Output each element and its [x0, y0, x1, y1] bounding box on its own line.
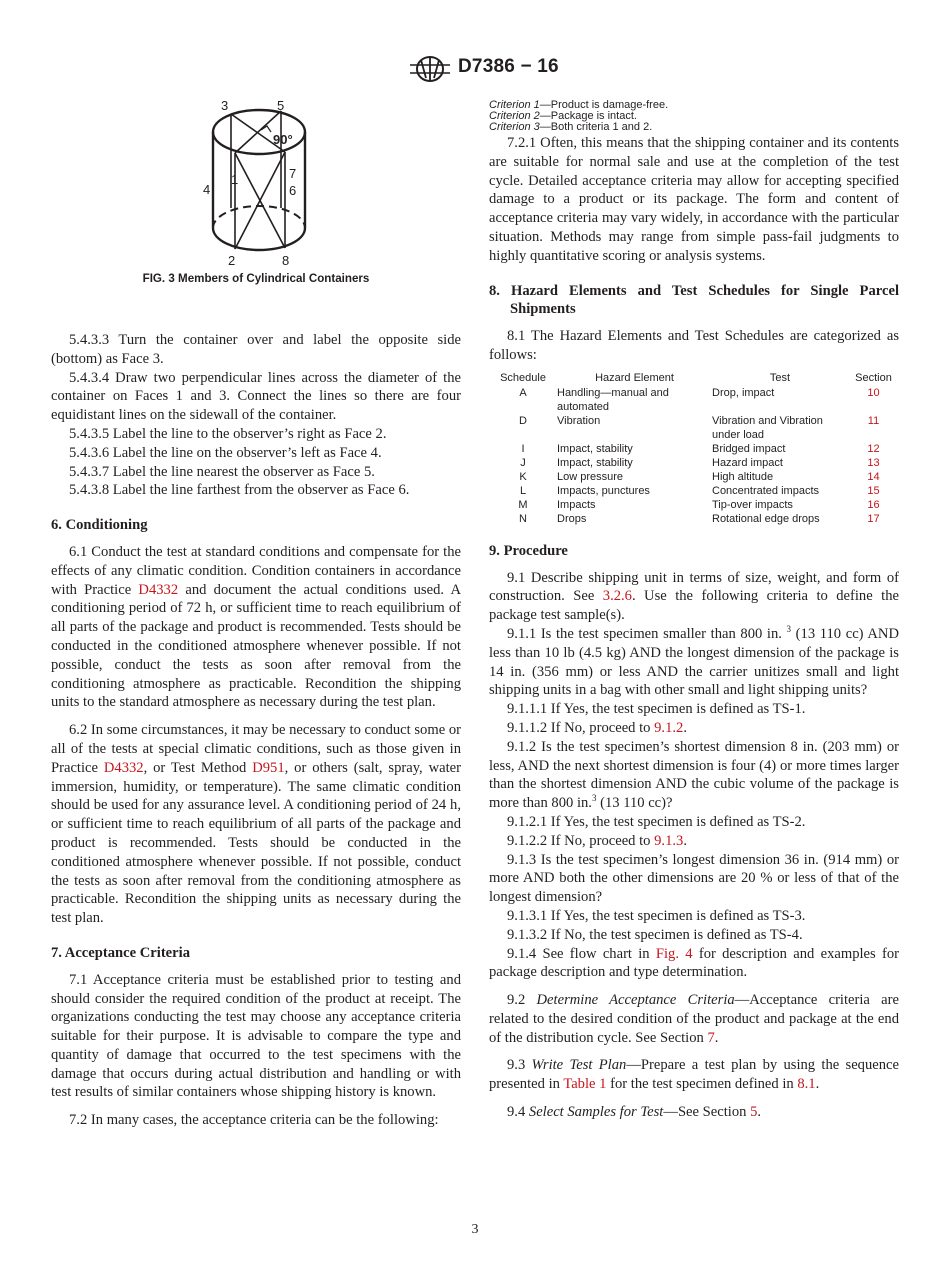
- ref-section-link[interactable]: 15: [867, 484, 880, 497]
- ref-d4332[interactable]: D4332: [138, 581, 179, 598]
- schedule-table: [489, 371, 899, 526]
- criterion-1: Criterion 1—Product is damage-free.: [489, 99, 669, 111]
- figure-label-7: 7: [289, 166, 297, 181]
- table-cell: Impacts: [557, 498, 596, 511]
- figure-label-4: 4: [203, 182, 211, 197]
- figure-label-8: 8: [282, 253, 290, 268]
- figure-label-6: 6: [289, 183, 297, 198]
- table-cell: Concentrated impacts: [712, 484, 819, 497]
- table-cell: Low pressure: [557, 470, 624, 483]
- ref-3-2-6[interactable]: 3.2.6: [602, 588, 632, 605]
- page-header: [0, 54, 950, 84]
- ref-8-1[interactable]: 8.1: [797, 1076, 816, 1093]
- table-row: [489, 512, 899, 526]
- section-heading-9: 9. Procedure: [489, 542, 568, 559]
- table-row: [489, 442, 899, 456]
- paragraph-9-1-1-2: 9.1.1.2 If No, proceed to 9.1.2.: [507, 719, 687, 736]
- table-header: Section: [855, 371, 892, 384]
- figure-3: [51, 96, 461, 296]
- paragraph-7-2-1: 7.2.1 Often, this means that the shipping container and its contents are suitable for normal sale and use at the completion of the test cycle. Detailed acceptance criteria may allow for accepting specified damage to a product or its package. The form and content of acceptance criteria may vary widely, in accordance with the particular situation. Methods may range from simple pass-fail judgments to highly quantitative scoring or analysis systems.: [489, 135, 899, 264]
- table-cell: Rotational edge drops: [712, 512, 820, 525]
- table-cell: Drop, impact: [712, 386, 775, 399]
- figure-label-3: 3: [221, 98, 229, 113]
- page-number: 3: [471, 1222, 479, 1237]
- paragraph-5-4-3-5: 5.4.3.5 Label the line to the observer’s right as Face 2.: [69, 425, 387, 442]
- paragraph-9-1-3-1: 9.1.3.1 If Yes, the test specimen is defined as TS-3.: [507, 907, 806, 924]
- table-cell: Vibration and Vibration under load: [712, 414, 823, 441]
- criterion-3: Criterion 3—Both criteria 1 and 2.: [489, 121, 653, 133]
- section-heading-6: 6. Conditioning: [51, 517, 148, 534]
- ref-table-1[interactable]: Table 1: [563, 1076, 607, 1093]
- paragraph-9-1-3-2: 9.1.3.2 If No, the test specimen is defined as TS-4.: [507, 926, 803, 943]
- figure-label-2: 2: [228, 253, 236, 268]
- ref-section-link[interactable]: 10: [867, 386, 880, 399]
- figure-label-1: 1: [231, 172, 239, 187]
- ref-section-link[interactable]: 14: [867, 470, 880, 483]
- table-row: [489, 470, 899, 484]
- table-cell: K: [519, 470, 527, 483]
- figure-label-5: 5: [277, 98, 285, 113]
- table-cell: Drops: [557, 512, 587, 525]
- ref-9-1-2[interactable]: 9.1.2: [654, 719, 684, 736]
- table-row: [489, 456, 899, 470]
- ref-section-link[interactable]: 17: [867, 512, 880, 525]
- paragraph-6-1: 6.1 Conduct the test at standard conditions and compensate for the effects of any climatic condition. Condition containers in accordance with Practice D4332 and document the actual conditions used. A conditioning period of 72 h, or sufficient time to reach equilibrium of all parts of the package and product is recommended. Tests should be conducted in the conditioned atmosphere whenever possible. If not possible, conduct the tests as soon after removal from the conditioning atmosphere as practicable. Recondition the shipping units to the standard atmosphere as necessary during the test plan.: [51, 543, 461, 711]
- figure-caption: FIG. 3 Members of Cylindrical Containers: [142, 272, 370, 285]
- cylinder-diagram: [201, 96, 321, 268]
- criterion-2: Criterion 2—Package is intact.: [489, 110, 637, 122]
- table-cell: A: [519, 386, 527, 399]
- table-header-row: [489, 371, 899, 386]
- paragraph-9-1-2-1: 9.1.2.1 If Yes, the test specimen is defined as TS-2.: [507, 813, 806, 830]
- table-cell: N: [519, 512, 527, 525]
- paragraph-7-2: 7.2 In many cases, the acceptance criteria can be the following:: [69, 1112, 439, 1129]
- paragraph-8-1: 8.1 The Hazard Elements and Test Schedules are categorized as follows:: [489, 328, 899, 363]
- table-cell: High altitude: [712, 470, 774, 483]
- table-cell: Impacts, punctures: [557, 484, 650, 497]
- paragraph-5-4-3-3: 5.4.3.3 Turn the container over and label the opposite side (bottom) as Face 3.: [51, 332, 461, 367]
- table-row: [489, 484, 899, 498]
- ref-section-link[interactable]: 11: [867, 414, 880, 427]
- table-cell: I: [521, 442, 525, 455]
- ref-section-link[interactable]: 12: [867, 442, 880, 455]
- table-cell: L: [519, 484, 527, 497]
- ref-d4332[interactable]: D4332: [103, 759, 144, 776]
- paragraph-6-2: 6.2 In some circumstances, it may be necessary to conduct some or all of the tests at special climatic conditions, such as those given in Practice D4332, or Test Method D951, or others (salt, spray, water immersion, humidity, or temperature). The same climatic condition should be used for any assurance level. A conditioning period of 24 h, or sufficient time to reach equilibrium of all parts of the package and product is recommended. Tests should be conducted in the conditioned atmosphere whenever possible. If not possible, conduct the tests as soon after removal from the conditioning atmosphere as practicable. Recondition the shipping units as necessary during the test plan.: [51, 722, 461, 927]
- paragraph-9-1-1-1: 9.1.1.1 If Yes, the test specimen is defined as TS-1.: [507, 701, 806, 718]
- table-cell: Bridged impact: [712, 442, 786, 455]
- paragraph-9-4: 9.4 Select Samples for Test—See Section 5.: [507, 1104, 762, 1121]
- table-cell: Hazard impact: [712, 456, 783, 469]
- paragraph-9-2: 9.2 Determine Acceptance Criteria—Acceptance criteria are related to the desired condition of the product and package at the end of the distribution cycle. See Section 7.: [489, 992, 899, 1046]
- ref-9-1-3[interactable]: 9.1.3: [654, 832, 684, 849]
- paragraph-9-1-1: 9.1.1 Is the test specimen smaller than 800 in. $^3$ (13 110 cc) AND less than 10 lb (4.5 kg) AND the longest dimension of the package is 14 in. (356 mm) or less AND the carrier unitizes small and light shipping units in a bag with other small and light shipping units?: [489, 624, 899, 699]
- table-cell: D: [519, 414, 527, 427]
- paragraph-9-1-3: 9.1.3 Is the test specimen’s longest dimension 36 in. (914 mm) or more AND both the other dimensions are 20 % or less of that of the longest dimension?: [489, 851, 899, 906]
- table-cell: Tip-over impacts: [712, 498, 793, 511]
- ref-section-link[interactable]: 16: [867, 498, 880, 511]
- table-row: [489, 498, 899, 512]
- paragraph-9-1-2-2: 9.1.2.2 If No, proceed to 9.1.3.: [507, 832, 687, 849]
- document-id: D7386 − 16: [458, 56, 559, 77]
- section-heading-7: 7. Acceptance Criteria: [51, 944, 190, 961]
- table-header: Test: [769, 371, 791, 384]
- table-cell: Impact, stability: [557, 442, 633, 455]
- ref-section-link[interactable]: 13: [867, 456, 880, 469]
- left-column: [51, 331, 461, 1130]
- section-heading-8: 8. Hazard Elements and Test Schedules for Single Parcel Shipments: [489, 282, 899, 318]
- table-header: Hazard Element: [595, 371, 674, 384]
- ref-section-5[interactable]: 5: [750, 1104, 758, 1121]
- paragraph-5-4-3-4: 5.4.3.4 Draw two perpendicular lines across the diameter of the container on Faces 1 and 3. Connect the lines so there are four equidistant lines on the sidewall of the container.: [51, 369, 461, 424]
- paragraph-7-1: 7.1 Acceptance criteria must be established prior to testing and should consider the required condition of the product at receipt. The organizations conducting the test may choose any acceptance criteria suitable for their purpose. It is advisable to compare the type and quantity of damage that occurred to the test specimens with the damage that occurs during actual distribution and handling or with test results of similar containers whose shipping history is known.: [51, 971, 461, 1101]
- right-column: [489, 98, 899, 1122]
- table-cell: J: [520, 456, 526, 469]
- paragraph-5-4-3-6: 5.4.3.6 Label the line on the observer’s left as Face 4.: [69, 444, 382, 461]
- table-row: [489, 386, 899, 414]
- astm-logo-icon: [408, 56, 452, 82]
- paragraph-5-4-3-8: 5.4.3.8 Label the line farthest from the observer as Face 6.: [69, 482, 410, 499]
- ref-section-7[interactable]: 7: [707, 1029, 715, 1046]
- ref-fig-4[interactable]: Fig. 4: [655, 945, 693, 962]
- paragraph-5-4-3-7: 5.4.3.7 Label the line nearest the observer as Face 5.: [69, 463, 375, 480]
- table-header: Schedule: [500, 371, 546, 384]
- figure-angle-label: 90°: [273, 132, 293, 147]
- table-row: [489, 414, 899, 442]
- paragraph-9-1-2: 9.1.2 Is the test specimen’s shortest dimension 8 in. (203 mm) or less, AND the next shortest dimension is four (4) or more times larger than the shortest dimension AND the cubic volume of the package is more than 800 in.$^3$ (13 110 cc)?: [489, 738, 899, 812]
- paragraph-9-1: 9.1 Describe shipping unit in terms of size, weight, and form of construction. See 3.2.6. Use the following criteria to define the package test sample(s).: [489, 569, 899, 624]
- table-cell: Handling—manual and automated: [557, 386, 669, 413]
- table-cell: Vibration: [557, 414, 601, 427]
- ref-d951[interactable]: D951: [252, 759, 285, 776]
- paragraph-9-1-4: 9.1.4 See flow chart in Fig. 4 for description and examples for package description and type determination.: [489, 945, 899, 981]
- paragraph-9-3: 9.3 Write Test Plan—Prepare a test plan by using the sequence presented in Table 1 for the test specimen defined in 8.1.: [489, 1057, 900, 1093]
- table-cell: M: [518, 498, 528, 511]
- table-cell: Impact, stability: [557, 456, 633, 469]
